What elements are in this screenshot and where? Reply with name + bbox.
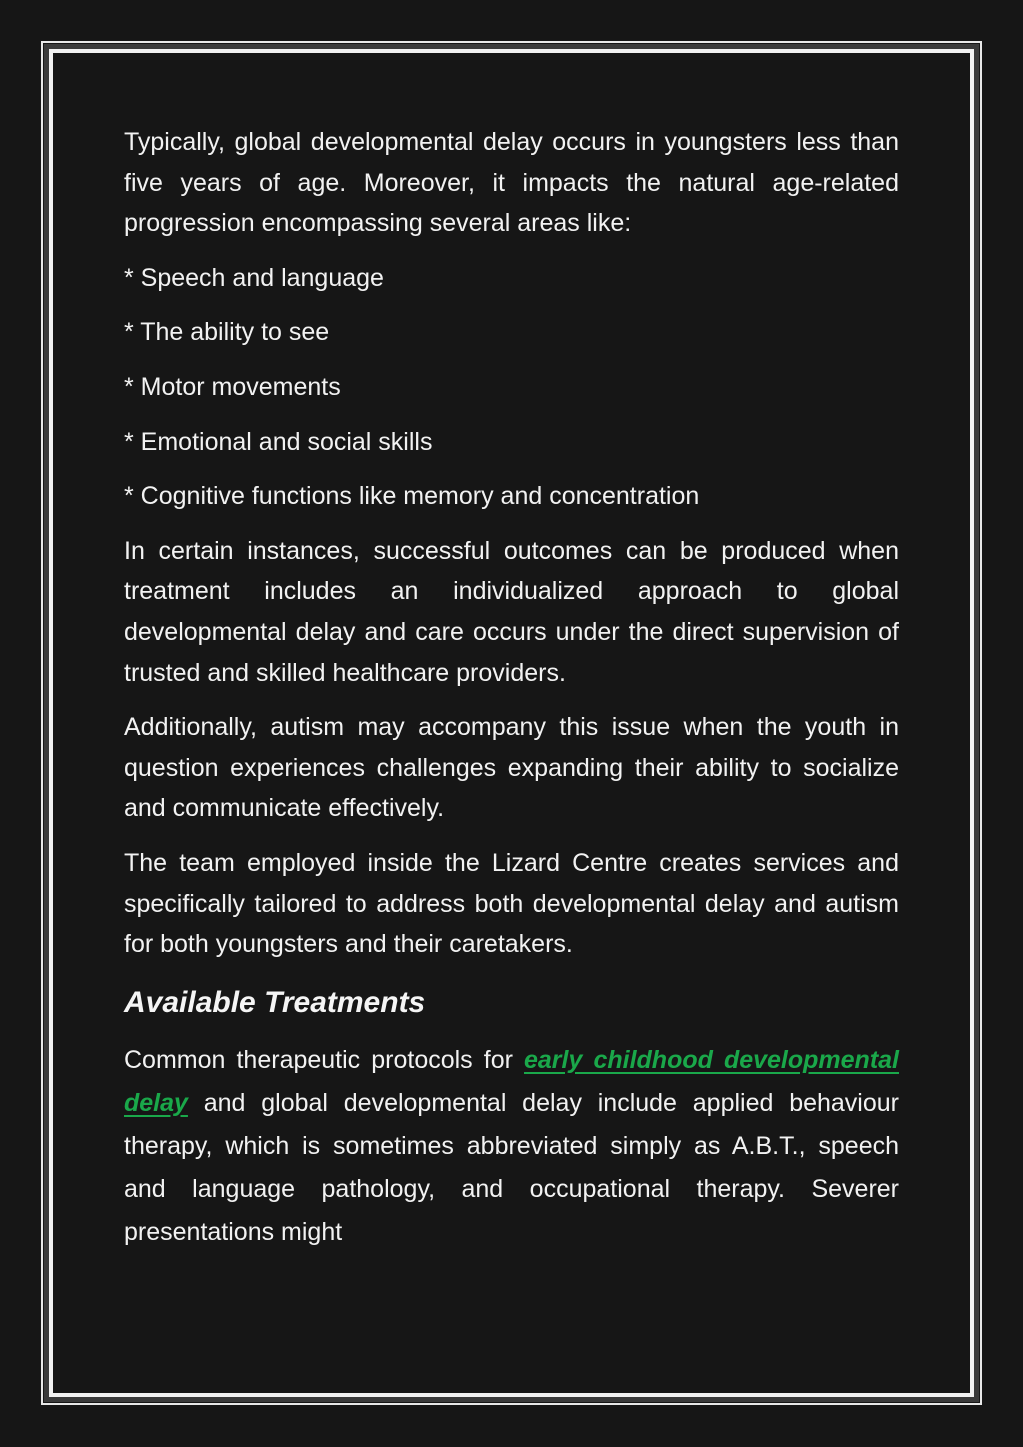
autism-paragraph: Additionally, autism may accompany this issue when the youth in question experiences challenges expanding their ability to socialize and communicate effectively. [124,713,899,823]
treatments-lead-text: Common therapeutic protocols for [124,1045,524,1074]
list-item: * Cognitive functions like memory and concentration [124,482,700,511]
intro-paragraph: Typically, global developmental delay occurs in youngsters less than five years of age. Moreover, it impacts the natural age-related progression encompassing several areas like: [124,128,899,238]
treatments-rest-text: and global developmental delay include applied behaviour therapy, which is sometimes abbreviated simply as A.B.T., speech and language pathology, and occupational therapy. Severer presentations might [124,1088,899,1246]
available-treatments-paragraph [124,1039,899,1254]
list-item: * Speech and language [124,263,384,292]
treatment-paragraph: In certain instances, successful outcomes can be produced when treatment includes an individualized approach to global developmental delay and care occurs under the direct supervision of trusted and skilled healthcare providers. [124,536,899,687]
list-item: * Motor movements [124,372,341,401]
lizard-centre-paragraph: The team employed inside the Lizard Centre creates services and specifically tailored to address both developmental delay and autism for both youngsters and their caretakers. [124,848,899,959]
list-item: * The ability to see [124,318,330,347]
list-item: * Emotional and social skills [124,427,433,456]
document-body [124,122,899,1268]
section-heading: Available Treatments [124,985,426,1019]
early-childhood-link[interactable]: early childhood developmental delay [124,1045,899,1117]
